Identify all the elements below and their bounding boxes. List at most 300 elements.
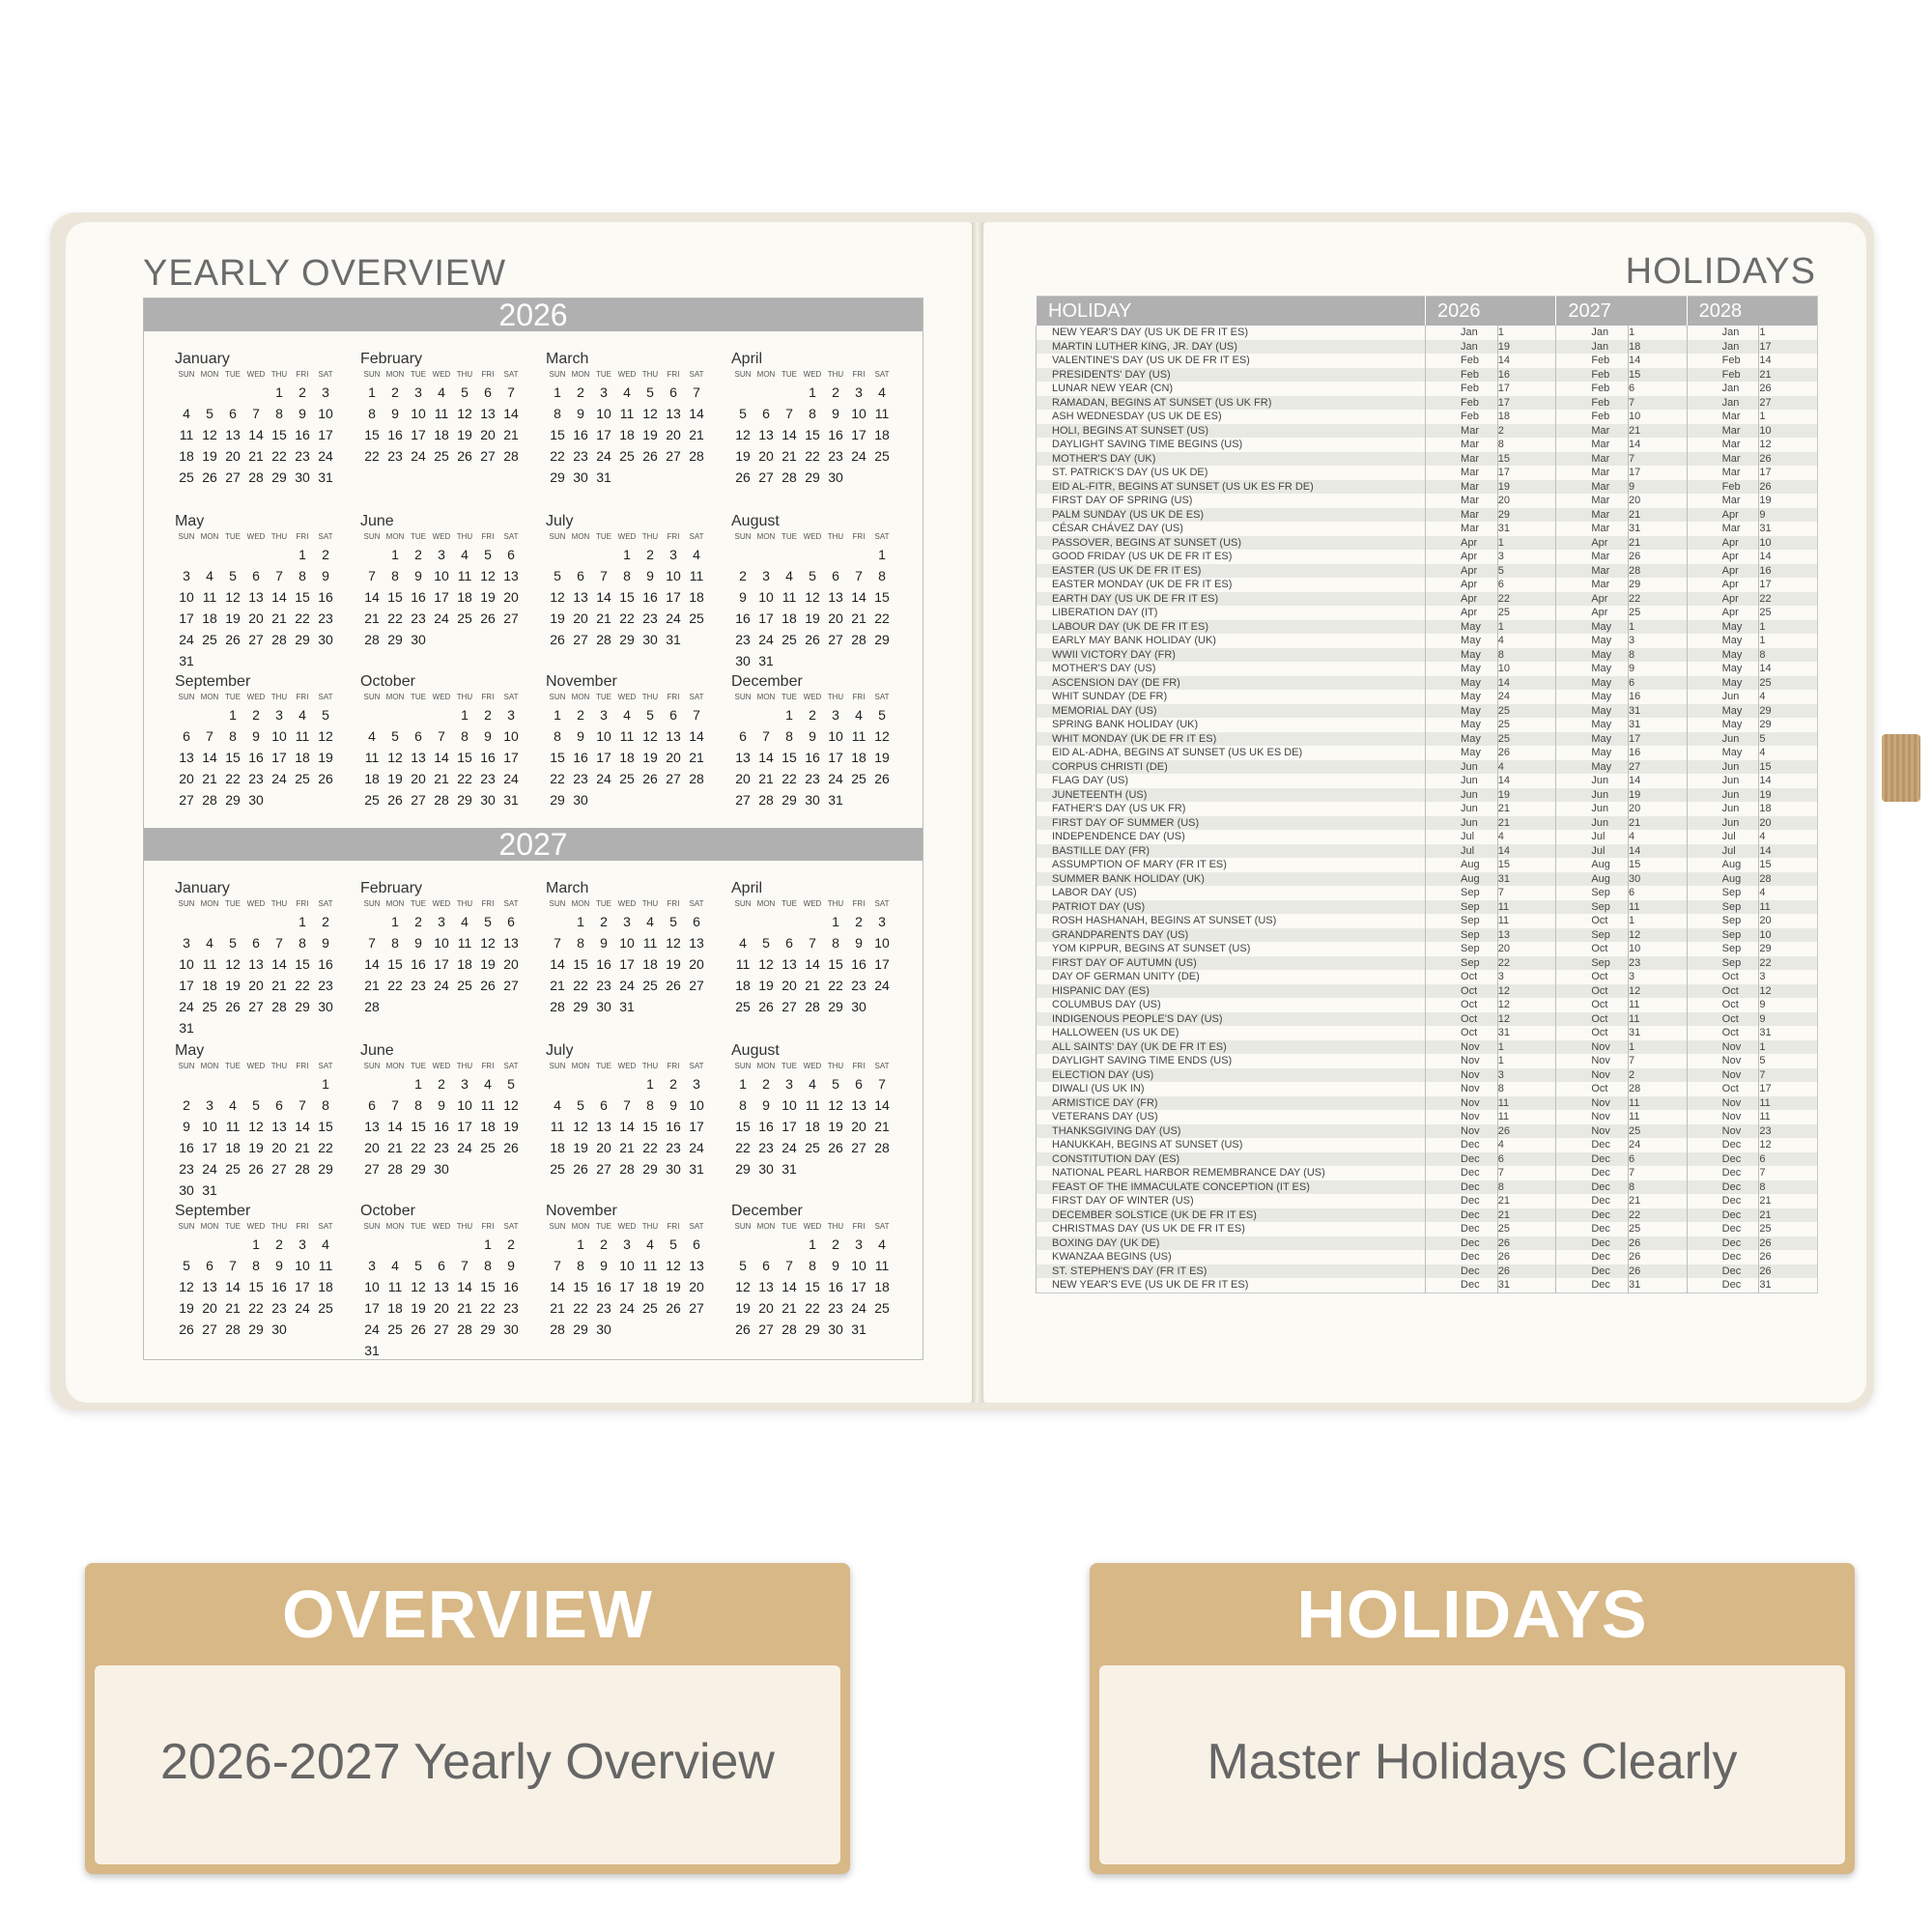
holiday-row xyxy=(1037,382,1818,396)
day-cell: 2 xyxy=(646,547,654,562)
day-cell: 5 xyxy=(183,1258,190,1273)
month-calendar xyxy=(360,673,525,810)
day-cell: 5 xyxy=(484,914,492,929)
day-cell: 1 xyxy=(484,1236,492,1252)
holiday-month-cell: Sep xyxy=(1687,914,1759,928)
day-cell: 11 xyxy=(457,568,472,583)
day-cell: 10 xyxy=(179,956,194,972)
day-cell: 2 xyxy=(183,1097,190,1113)
holiday-month-cell: Aug xyxy=(1556,858,1629,872)
holiday-name-cell: FIRST DAY OF SPRING (US) xyxy=(1037,494,1426,508)
holiday-month-cell: Apr xyxy=(1556,592,1629,607)
holiday-row xyxy=(1037,914,1818,928)
holiday-month-cell: May xyxy=(1426,732,1498,747)
holiday-row xyxy=(1037,452,1818,467)
day-cell: 17 xyxy=(596,427,611,442)
day-cell: 3 xyxy=(461,1076,469,1092)
day-cell: 16 xyxy=(271,1279,287,1294)
holiday-row xyxy=(1037,1012,1818,1027)
holiday-month-cell: Oct xyxy=(1556,984,1629,999)
day-cell: 29 xyxy=(248,1321,264,1337)
day-cell: 27 xyxy=(666,771,681,786)
day-cell: 5 xyxy=(832,1076,839,1092)
day-cell: 11 xyxy=(387,1279,403,1294)
day-cell: 25 xyxy=(318,1300,333,1316)
day-cell: 19 xyxy=(550,611,565,626)
holiday-day-cell: 22 xyxy=(1497,956,1556,971)
holiday-day-cell: 25 xyxy=(1629,1124,1688,1139)
day-cell: 5 xyxy=(646,707,654,723)
holiday-month-cell: May xyxy=(1556,704,1629,719)
holiday-month-cell: Nov xyxy=(1687,1054,1759,1068)
month-calendar xyxy=(360,513,525,650)
day-cell: 30 xyxy=(596,999,611,1014)
weekday-label: WED xyxy=(803,693,822,701)
day-cell: 29 xyxy=(387,632,403,647)
weekday-label: SUN xyxy=(549,1062,566,1070)
holiday-day-cell: 22 xyxy=(1629,592,1688,607)
holiday-month-cell: Dec xyxy=(1687,1250,1759,1264)
day-cell: 20 xyxy=(225,448,241,464)
holiday-month-cell: Jun xyxy=(1687,816,1759,831)
holiday-day-cell: 14 xyxy=(1629,354,1688,368)
day-cell: 14 xyxy=(248,427,264,442)
day-cell: 20 xyxy=(411,771,426,786)
holiday-month-cell: Oct xyxy=(1556,1012,1629,1027)
holiday-month-cell: Nov xyxy=(1687,1040,1759,1055)
holiday-month-cell: May xyxy=(1687,704,1759,719)
day-cell: 10 xyxy=(179,589,194,605)
holiday-day-cell: 31 xyxy=(1497,1278,1556,1293)
day-cell: 20 xyxy=(689,1279,704,1294)
holiday-name-cell: WHIT SUNDAY (DE FR) xyxy=(1037,690,1426,704)
weekday-label: SUN xyxy=(734,1062,752,1070)
weekday-label: WED xyxy=(803,1222,822,1231)
day-cell: 1 xyxy=(809,1236,816,1252)
day-cell: 13 xyxy=(666,406,681,421)
holiday-name-cell: ASSUMPTION OF MARY (FR IT ES) xyxy=(1037,858,1426,872)
holiday-month-cell: Dec xyxy=(1687,1222,1759,1236)
day-cell: 10 xyxy=(411,406,426,421)
holiday-month-cell: Oct xyxy=(1687,970,1759,984)
holiday-day-cell: 3 xyxy=(1497,550,1556,564)
day-cell: 10 xyxy=(295,1258,310,1273)
holiday-month-cell: Apr xyxy=(1426,578,1498,592)
day-cell: 30 xyxy=(642,632,658,647)
day-cell: 12 xyxy=(202,427,217,442)
day-cell: 31 xyxy=(689,1161,704,1177)
holiday-month-cell: Jun xyxy=(1426,788,1498,803)
day-cell: 20 xyxy=(364,1140,380,1155)
day-cell: 27 xyxy=(666,448,681,464)
day-cell: 31 xyxy=(851,1321,867,1337)
holiday-day-cell: 6 xyxy=(1497,578,1556,592)
holiday-month-cell: Feb xyxy=(1556,354,1629,368)
day-cell: 8 xyxy=(298,568,306,583)
day-cell: 16 xyxy=(387,427,403,442)
day-cell: 1 xyxy=(809,384,816,400)
day-cell: 8 xyxy=(878,568,886,583)
holiday-month-cell: May xyxy=(1687,634,1759,648)
holiday-month-cell: Oct xyxy=(1426,1026,1498,1040)
day-cell: 4 xyxy=(739,935,747,951)
holiday-name-cell: PASSOVER, BEGINS AT SUNSET (US) xyxy=(1037,536,1426,551)
day-cell: 18 xyxy=(874,427,890,442)
day-cell: 9 xyxy=(252,728,260,744)
holiday-row xyxy=(1037,606,1818,620)
day-cell: 4 xyxy=(878,384,886,400)
day-cell: 7 xyxy=(461,1258,469,1273)
day-cell: 26 xyxy=(666,1300,681,1316)
holiday-day-cell: 31 xyxy=(1629,522,1688,536)
holiday-day-cell: 22 xyxy=(1759,956,1818,971)
day-cell: 31 xyxy=(666,632,681,647)
day-cell: 29 xyxy=(318,1161,333,1177)
day-cell: 21 xyxy=(364,978,380,993)
holidays-title: HOLIDAYS xyxy=(1625,251,1816,292)
day-cell: 15 xyxy=(828,956,843,972)
day-cell: 4 xyxy=(855,707,863,723)
day-cell: 12 xyxy=(828,1097,843,1113)
holiday-month-cell: Aug xyxy=(1426,872,1498,887)
holiday-day-cell: 1 xyxy=(1629,914,1688,928)
day-cell: 13 xyxy=(364,1119,380,1134)
day-cell: 15 xyxy=(411,1119,426,1134)
weekday-label: SAT xyxy=(689,899,704,908)
holiday-month-cell: Mar xyxy=(1687,466,1759,480)
holiday-day-cell: 21 xyxy=(1497,1208,1556,1223)
day-cell: 26 xyxy=(550,632,565,647)
day-cell: 17 xyxy=(179,978,194,993)
holiday-day-cell: 26 xyxy=(1759,1236,1818,1251)
day-cell: 2 xyxy=(484,707,492,723)
day-cell: 14 xyxy=(364,956,380,972)
holiday-row xyxy=(1037,942,1818,956)
weekday-label: TUE xyxy=(411,532,426,541)
holiday-month-cell: Apr xyxy=(1556,606,1629,620)
day-cell: 26 xyxy=(387,792,403,808)
day-cell: 23 xyxy=(596,978,611,993)
holiday-month-cell: Apr xyxy=(1687,564,1759,579)
day-cell: 9 xyxy=(600,935,608,951)
day-cell: 21 xyxy=(271,978,287,993)
day-cell: 19 xyxy=(480,956,496,972)
day-cell: 23 xyxy=(271,1300,287,1316)
day-cell: 16 xyxy=(248,750,264,765)
day-cell: 23 xyxy=(666,1140,681,1155)
day-cell: 21 xyxy=(596,611,611,626)
holiday-day-cell: 5 xyxy=(1497,564,1556,579)
day-cell: 28 xyxy=(805,999,820,1014)
month-name: November xyxy=(546,1203,617,1219)
day-cell: 12 xyxy=(179,1279,194,1294)
day-cell: 17 xyxy=(619,956,635,972)
holiday-month-cell: Apr xyxy=(1687,578,1759,592)
day-cell: 14 xyxy=(689,406,704,421)
day-cell: 7 xyxy=(693,384,700,400)
holiday-month-cell: Oct xyxy=(1426,998,1498,1012)
day-cell: 8 xyxy=(414,1097,422,1113)
holiday-month-cell: Mar xyxy=(1556,438,1629,452)
day-cell: 28 xyxy=(874,1140,890,1155)
holiday-name-cell: CHRISTMAS DAY (US UK DE FR IT ES) xyxy=(1037,1222,1426,1236)
day-cell: 8 xyxy=(252,1258,260,1273)
weekday-label: WED xyxy=(246,1222,266,1231)
holiday-row xyxy=(1037,550,1818,564)
day-cell: 18 xyxy=(480,1119,496,1134)
day-cell: 26 xyxy=(642,448,658,464)
month-calendar xyxy=(175,1042,339,1201)
weekday-label: SAT xyxy=(503,693,519,701)
day-cell: 11 xyxy=(434,406,449,421)
day-cell: 23 xyxy=(179,1161,194,1177)
weekday-label: THU xyxy=(456,1062,473,1070)
holiday-day-cell: 3 xyxy=(1497,1068,1556,1083)
day-cell: 29 xyxy=(295,632,310,647)
holiday-row xyxy=(1037,970,1818,984)
day-cell: 15 xyxy=(318,1119,333,1134)
weekday-label: THU xyxy=(456,1222,473,1231)
day-cell: 31 xyxy=(596,469,611,485)
day-cell: 22 xyxy=(619,611,635,626)
day-cell: 20 xyxy=(202,1300,217,1316)
weekday-label: WED xyxy=(617,370,637,379)
day-cell: 17 xyxy=(781,1119,797,1134)
holiday-month-cell: Dec xyxy=(1556,1180,1629,1195)
holiday-name-cell: KWANZAA BEGINS (US) xyxy=(1037,1250,1426,1264)
day-cell: 20 xyxy=(271,1140,287,1155)
day-cell: 7 xyxy=(785,406,793,421)
holiday-day-cell: 21 xyxy=(1629,816,1688,831)
day-cell: 27 xyxy=(411,792,426,808)
holiday-month-cell: Jan xyxy=(1556,340,1629,355)
day-cell: 3 xyxy=(600,707,608,723)
day-cell: 27 xyxy=(480,448,496,464)
holiday-name-cell: THANKSGIVING DAY (US) xyxy=(1037,1124,1426,1139)
holiday-day-cell: 25 xyxy=(1759,606,1818,620)
day-cell: 4 xyxy=(298,707,306,723)
day-cell: 22 xyxy=(642,1140,658,1155)
holiday-name-cell: MOTHER'S DAY (US) xyxy=(1037,662,1426,676)
holiday-day-cell: 12 xyxy=(1759,1138,1818,1152)
days-grid xyxy=(360,911,525,1017)
day-cell: 11 xyxy=(851,728,867,744)
holiday-month-cell: Mar xyxy=(1426,522,1498,536)
holiday-day-cell: 1 xyxy=(1497,1054,1556,1068)
day-cell: 25 xyxy=(202,632,217,647)
weekday-label: FRI xyxy=(481,532,495,541)
day-cell: 23 xyxy=(596,1300,611,1316)
holiday-month-cell: Dec xyxy=(1687,1236,1759,1251)
holiday-month-cell: Sep xyxy=(1687,942,1759,956)
day-cell: 6 xyxy=(855,1076,863,1092)
holiday-day-cell: 12 xyxy=(1497,984,1556,999)
holiday-row xyxy=(1037,788,1818,803)
holiday-month-cell: Feb xyxy=(1687,480,1759,495)
day-cell: 9 xyxy=(322,568,329,583)
weekday-label: SUN xyxy=(549,1222,566,1231)
holiday-row xyxy=(1037,816,1818,831)
day-cell: 10 xyxy=(318,406,333,421)
day-cell: 27 xyxy=(248,999,264,1014)
month-calendar xyxy=(360,351,525,467)
day-cell: 13 xyxy=(179,750,194,765)
day-cell: 17 xyxy=(619,1279,635,1294)
month-name: May xyxy=(175,513,205,529)
day-cell: 21 xyxy=(387,1140,403,1155)
day-cell: 28 xyxy=(503,448,519,464)
holiday-day-cell: 26 xyxy=(1629,550,1688,564)
weekday-label: WED xyxy=(432,370,451,379)
day-cell: 8 xyxy=(484,1258,492,1273)
day-cell: 8 xyxy=(809,1258,816,1273)
day-cell: 13 xyxy=(781,956,797,972)
holiday-row xyxy=(1037,564,1818,579)
day-cell: 21 xyxy=(758,771,774,786)
weekday-label: THU xyxy=(456,532,473,541)
day-cell: 21 xyxy=(295,1140,310,1155)
holiday-month-cell: Mar xyxy=(1687,522,1759,536)
day-cell: 11 xyxy=(642,1258,658,1273)
weekday-label: TUE xyxy=(596,1222,611,1231)
holiday-row xyxy=(1037,1124,1818,1139)
day-cell: 21 xyxy=(689,427,704,442)
holiday-month-cell: Dec xyxy=(1687,1166,1759,1180)
month-name: November xyxy=(546,673,617,690)
holiday-day-cell: 21 xyxy=(1759,1194,1818,1208)
holiday-month-cell: Jun xyxy=(1556,802,1629,816)
weekday-label: FRI xyxy=(852,370,866,379)
day-cell: 18 xyxy=(642,956,658,972)
holiday-name-cell: NATIONAL PEARL HARBOR REMEMBRANCE DAY (US) xyxy=(1037,1166,1426,1180)
holiday-name-cell: CORPUS CHRISTI (DE) xyxy=(1037,760,1426,775)
day-cell: 28 xyxy=(689,771,704,786)
day-cell: 3 xyxy=(855,384,863,400)
holiday-month-cell: Apr xyxy=(1687,508,1759,523)
day-cell: 2 xyxy=(739,568,747,583)
day-cell: 24 xyxy=(295,1300,310,1316)
holiday-name-cell: FIRST DAY OF SUMMER (US) xyxy=(1037,816,1426,831)
day-cell: 15 xyxy=(874,589,890,605)
day-cell: 20 xyxy=(434,1300,449,1316)
day-cell: 12 xyxy=(642,406,658,421)
day-cell: 20 xyxy=(573,611,588,626)
holiday-day-cell: 14 xyxy=(1497,774,1556,788)
day-cell: 10 xyxy=(689,1097,704,1113)
day-cell: 9 xyxy=(809,728,816,744)
holiday-name-cell: BASTILLE DAY (FR) xyxy=(1037,844,1426,859)
holiday-month-cell: Nov xyxy=(1556,1040,1629,1055)
holiday-day-cell: 8 xyxy=(1497,1082,1556,1096)
day-cell: 12 xyxy=(503,1097,519,1113)
holiday-day-cell: 20 xyxy=(1629,494,1688,508)
day-cell: 19 xyxy=(874,750,890,765)
holiday-month-cell: Jun xyxy=(1687,788,1759,803)
day-cell: 4 xyxy=(368,728,376,744)
day-cell: 5 xyxy=(461,384,469,400)
day-cell: 15 xyxy=(295,956,310,972)
month-name: August xyxy=(731,1042,780,1059)
day-cell: 27 xyxy=(851,1140,867,1155)
day-cell: 1 xyxy=(554,384,561,400)
day-cell: 15 xyxy=(550,750,565,765)
holiday-name-cell: VALENTINE'S DAY (US UK DE FR IT ES) xyxy=(1037,354,1426,368)
holiday-day-cell: 20 xyxy=(1759,914,1818,928)
day-cell: 19 xyxy=(573,1140,588,1155)
day-cell: 20 xyxy=(503,956,519,972)
days-grid xyxy=(731,911,895,1017)
day-cell: 15 xyxy=(805,1279,820,1294)
weekday-label: SUN xyxy=(363,693,381,701)
day-cell: 11 xyxy=(318,1258,333,1273)
weekday-label: TUE xyxy=(225,899,241,908)
day-cell: 12 xyxy=(550,589,565,605)
holiday-month-cell: Oct xyxy=(1426,1012,1498,1027)
day-cell: 3 xyxy=(600,384,608,400)
day-cell: 19 xyxy=(457,427,472,442)
holiday-name-cell: SPRING BANK HOLIDAY (UK) xyxy=(1037,718,1426,732)
day-cell: 25 xyxy=(550,1161,565,1177)
month-calendar xyxy=(175,513,339,671)
day-cell: 20 xyxy=(781,978,797,993)
holiday-day-cell: 29 xyxy=(1759,704,1818,719)
holiday-day-cell: 20 xyxy=(1497,942,1556,956)
day-cell: 21 xyxy=(434,771,449,786)
weekday-label: THU xyxy=(827,370,844,379)
month-name: February xyxy=(360,880,423,896)
day-cell: 22 xyxy=(295,611,310,626)
day-cell: 6 xyxy=(229,406,237,421)
day-cell: 12 xyxy=(805,589,820,605)
holiday-month-cell: Nov xyxy=(1426,1054,1498,1068)
day-cell: 16 xyxy=(805,750,820,765)
day-cell: 14 xyxy=(434,750,449,765)
holiday-row xyxy=(1037,1278,1818,1293)
holiday-day-cell: 14 xyxy=(1759,844,1818,859)
holiday-month-cell: Dec xyxy=(1687,1264,1759,1279)
day-cell: 3 xyxy=(507,707,515,723)
holiday-month-cell: Sep xyxy=(1687,956,1759,971)
holiday-day-cell: 1 xyxy=(1629,620,1688,635)
holiday-day-cell: 21 xyxy=(1497,802,1556,816)
holiday-day-cell: 22 xyxy=(1629,1208,1688,1223)
holiday-name-cell: GOOD FRIDAY (US UK DE FR IT ES) xyxy=(1037,550,1426,564)
day-cell: 26 xyxy=(318,771,333,786)
weekday-label: MON xyxy=(200,1222,219,1231)
day-cell: 29 xyxy=(480,1321,496,1337)
holiday-month-cell: Dec xyxy=(1426,1264,1498,1279)
day-cell: 7 xyxy=(438,728,445,744)
holiday-name-cell: CONSTITUTION DAY (ES) xyxy=(1037,1152,1426,1167)
holiday-day-cell: 19 xyxy=(1759,788,1818,803)
holiday-month-cell: Jun xyxy=(1687,690,1759,704)
holiday-day-cell: 26 xyxy=(1497,1264,1556,1279)
weekday-label: TUE xyxy=(781,532,797,541)
weekday-label: SAT xyxy=(874,899,890,908)
holiday-day-cell: 25 xyxy=(1497,732,1556,747)
weekday-label: THU xyxy=(641,1222,659,1231)
holiday-name-cell: NEW YEAR'S EVE (US UK DE FR IT ES) xyxy=(1037,1278,1426,1293)
holiday-month-cell: Apr xyxy=(1687,550,1759,564)
day-cell: 2 xyxy=(391,384,399,400)
day-cell: 15 xyxy=(295,589,310,605)
day-cell: 9 xyxy=(438,1097,445,1113)
month-name: April xyxy=(731,351,763,367)
day-cell: 15 xyxy=(457,750,472,765)
holidays-table xyxy=(1036,296,1818,1293)
weekday-label: SUN xyxy=(178,899,195,908)
holiday-day-cell: 5 xyxy=(1759,732,1818,747)
